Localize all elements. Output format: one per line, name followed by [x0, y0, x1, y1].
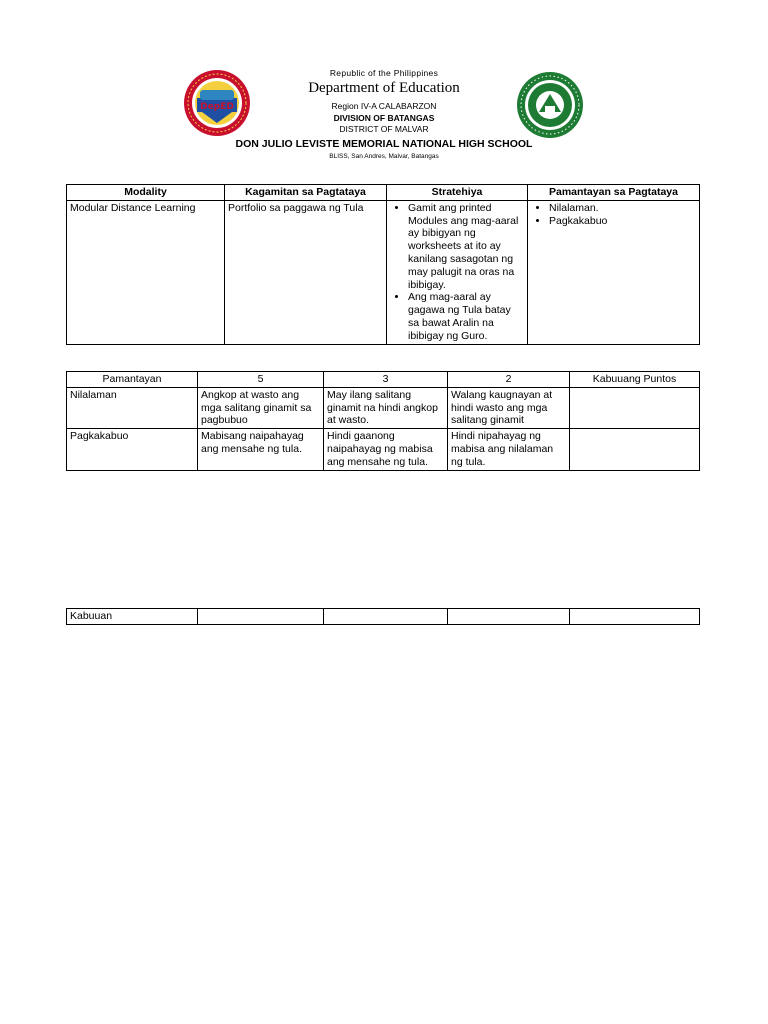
school-name: DON JULIO LEVISTE MEMORIAL NATIONAL HIGH SCHOOL: [235, 138, 533, 150]
rubric-cell: Walang kaugnayan at hindi wasto ang mga salitang ginamit: [448, 387, 570, 428]
rubric-header-kabuuang-puntos: Kabuuang Puntos: [570, 372, 700, 388]
stratehiya-list: [390, 202, 524, 343]
kagamitan-cell: Portfolio sa paggawa ng Tula: [225, 200, 387, 344]
school-seal: [515, 70, 585, 140]
rubric-cell: Hindi gaanong naipahayag ng mabisa ang mensahe ng tula.: [324, 429, 448, 470]
total-cell: [570, 609, 700, 625]
rubric-cell: Angkop at wasto ang mga salitang ginamit sa pagbubuo: [198, 387, 324, 428]
header-modality: Modality: [67, 185, 225, 201]
rubric-header-3: 3: [324, 372, 448, 388]
rubric-cell: Hindi nipahayag ng mabisa ang nilalaman ng tula.: [448, 429, 570, 470]
republic-line: Republic of the Philippines: [329, 68, 439, 78]
deped-division-seal: [182, 68, 252, 138]
rubric-header-5: 5: [198, 372, 324, 388]
total-table: [66, 608, 700, 625]
total-cell: [198, 609, 324, 625]
rubric-cell: May ilang salitang ginamit na hindi angkop at wasto.: [324, 387, 448, 428]
total-cell: [448, 609, 570, 625]
table-row: [67, 387, 700, 428]
total-label: Kabuuan: [67, 609, 198, 625]
table-row: [67, 609, 700, 625]
district-line: DISTRICT OF MALVAR: [339, 124, 429, 134]
list-item: • Gamit ang printed Modules ang mag-aaral ay bibigyan ng worksheets at ito ay kanilang sasagotan ng may palugit na oras na ibibigay.: [408, 202, 524, 292]
list-item: • Pagkakabuo: [549, 215, 696, 228]
rubric-table: [66, 371, 700, 471]
rubric-criterion: Nilalaman: [67, 387, 198, 428]
school-address: BLISS, San Andres, Malvar, Batangas: [329, 153, 439, 160]
rubric-header-2: 2: [448, 372, 570, 388]
rubric-cell: Mabisang naipahayag ang mensahe ng tula.: [198, 429, 324, 470]
modality-table: [66, 184, 700, 345]
pamantayan-list: [531, 202, 696, 228]
list-item: • Ang mag-aaral ay gagawa ng Tula batay sa bawat Aralin na ibibigay ng Guro.: [408, 291, 524, 342]
list-item: • Nilalaman.: [549, 202, 696, 215]
modality-cell: Modular Distance Learning: [67, 200, 225, 344]
deped-seal-text: DepED: [200, 102, 234, 112]
table-row: [67, 429, 700, 470]
region-line: Region IV-A CALABARZON: [331, 101, 437, 111]
rubric-criterion: Pagkakabuo: [67, 429, 198, 470]
total-cell: [324, 609, 448, 625]
rubric-header-pamantayan: Pamantayan: [67, 372, 198, 388]
pamantayan-cell: [528, 200, 700, 344]
header-pamantayan: Pamantayan sa Pagtataya: [528, 185, 700, 201]
header-kagamitan: Kagamitan sa Pagtataya: [225, 185, 387, 201]
rubric-score-cell: [570, 387, 700, 428]
stratehiya-cell: [387, 200, 528, 344]
department-title: Department of Education: [308, 80, 460, 96]
header-stratehiya: Stratehiya: [387, 185, 528, 201]
division-line: DIVISION OF BATANGAS: [333, 113, 435, 123]
rubric-score-cell: [570, 429, 700, 470]
